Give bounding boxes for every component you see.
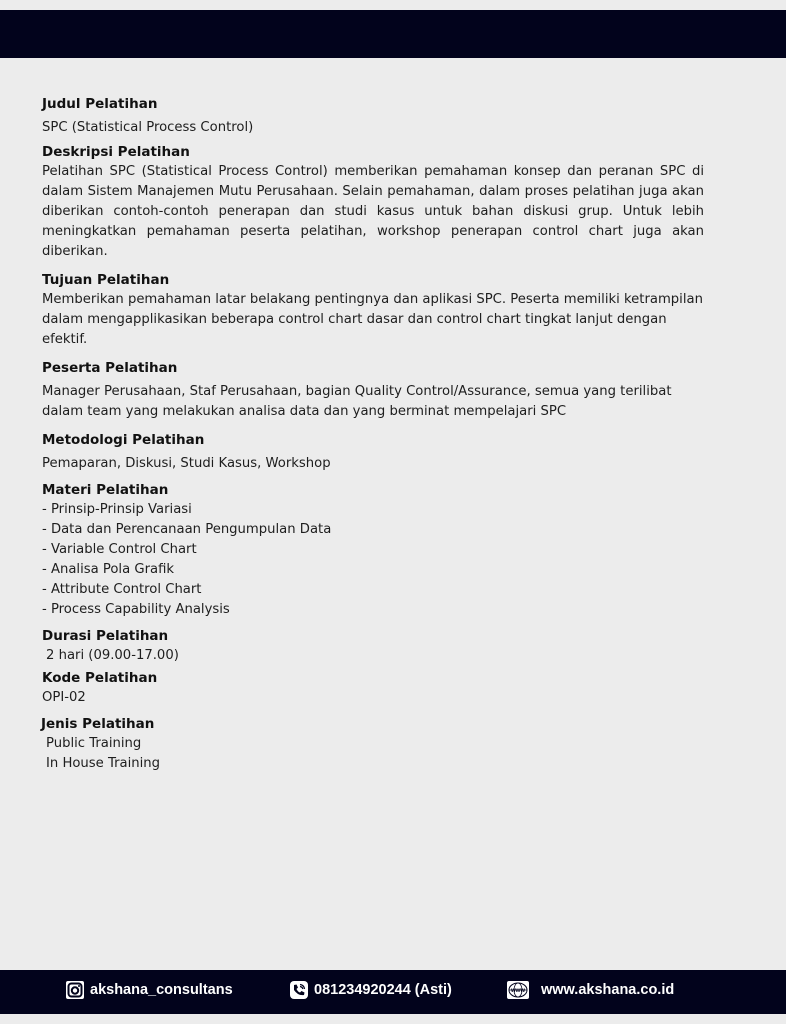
code-text: OPI-02 [42, 690, 86, 705]
materi-item: - Process Capability Analysis [42, 602, 230, 617]
materi-item: - Prinsip-Prinsip Variasi [42, 502, 192, 517]
section-judul [42, 94, 704, 138]
description-text: Pelatihan SPC (Statistical Process Control) memberikan pemahaman konsep dan peranan SPC di dalam Sistem Manajemen Mutu Perusahaan. Selain pemahaman, dalam proses pelatihan juga akan diberikan contoh-contoh penerapan dan studi kasus untuk bahan diskusi grup. Untuk lebih meningkatkan pemahaman peserta pelatihan, workshop penerapan control chart juga akan diberikan. [42, 164, 704, 259]
materi-item: - Variable Control Chart [42, 542, 197, 557]
section-kode [42, 668, 704, 708]
section-tujuan [42, 270, 704, 350]
website-url: www.akshana.co.id [541, 982, 675, 998]
training-details [42, 94, 704, 780]
section-jenis [42, 714, 704, 774]
instagram-icon [66, 981, 84, 999]
instagram-handle: akshana_consultans [90, 982, 233, 998]
header-bar [0, 10, 786, 58]
section-title: Tujuan Pelatihan [42, 272, 170, 288]
section-durasi [42, 626, 704, 666]
section-peserta [42, 358, 704, 422]
section-metodologi [42, 430, 704, 474]
section-title: Judul Pelatihan [42, 96, 158, 112]
footer-phone[interactable] [290, 981, 452, 999]
footer-instagram[interactable] [66, 981, 233, 999]
methodology-text: Pemaparan, Diskusi, Studi Kasus, Workshop [42, 456, 331, 471]
objective-text: Memberikan pemahaman latar belakang pentingnya dan aplikasi SPC. Peserta memiliki ketrampilan dalam mengapplikasikan beberapa control chart dasar dan control chart tingkat lanjut dengan efektif. [42, 292, 703, 347]
materi-item: - Attribute Control Chart [42, 582, 202, 597]
footer-bar [0, 970, 786, 1014]
section-title: Kode Pelatihan [42, 670, 158, 686]
section-deskripsi [42, 142, 704, 262]
section-materi [42, 480, 704, 620]
type-item: In House Training [46, 756, 160, 771]
participants-text: Manager Perusahaan, Staf Perusahaan, bagian Quality Control/Assurance, semua yang terilibat dalam team yang melakukan analisa data dan yang berminat mempelajari SPC [42, 384, 672, 419]
training-title: SPC (Statistical Process Control) [42, 120, 254, 135]
phone-icon [290, 981, 308, 999]
globe-www-icon [507, 981, 529, 999]
svg-text:www: www [510, 988, 526, 994]
section-title: Metodologi Pelatihan [42, 432, 205, 448]
phone-number: 081234920244 (Asti) [314, 982, 452, 998]
section-title: Peserta Pelatihan [42, 360, 178, 376]
duration-text: 2 hari (09.00-17.00) [46, 648, 179, 663]
footer-website[interactable] [507, 981, 674, 999]
section-title: Deskripsi Pelatihan [42, 144, 190, 160]
materi-item: - Analisa Pola Grafik [42, 562, 175, 577]
materi-item: - Data dan Perencanaan Pengumpulan Data [42, 522, 332, 537]
section-title: Jenis Pelatihan [41, 716, 155, 732]
section-title: Durasi Pelatihan [42, 628, 169, 644]
section-title: Materi Pelatihan [42, 482, 169, 498]
type-item: Public Training [46, 736, 142, 751]
